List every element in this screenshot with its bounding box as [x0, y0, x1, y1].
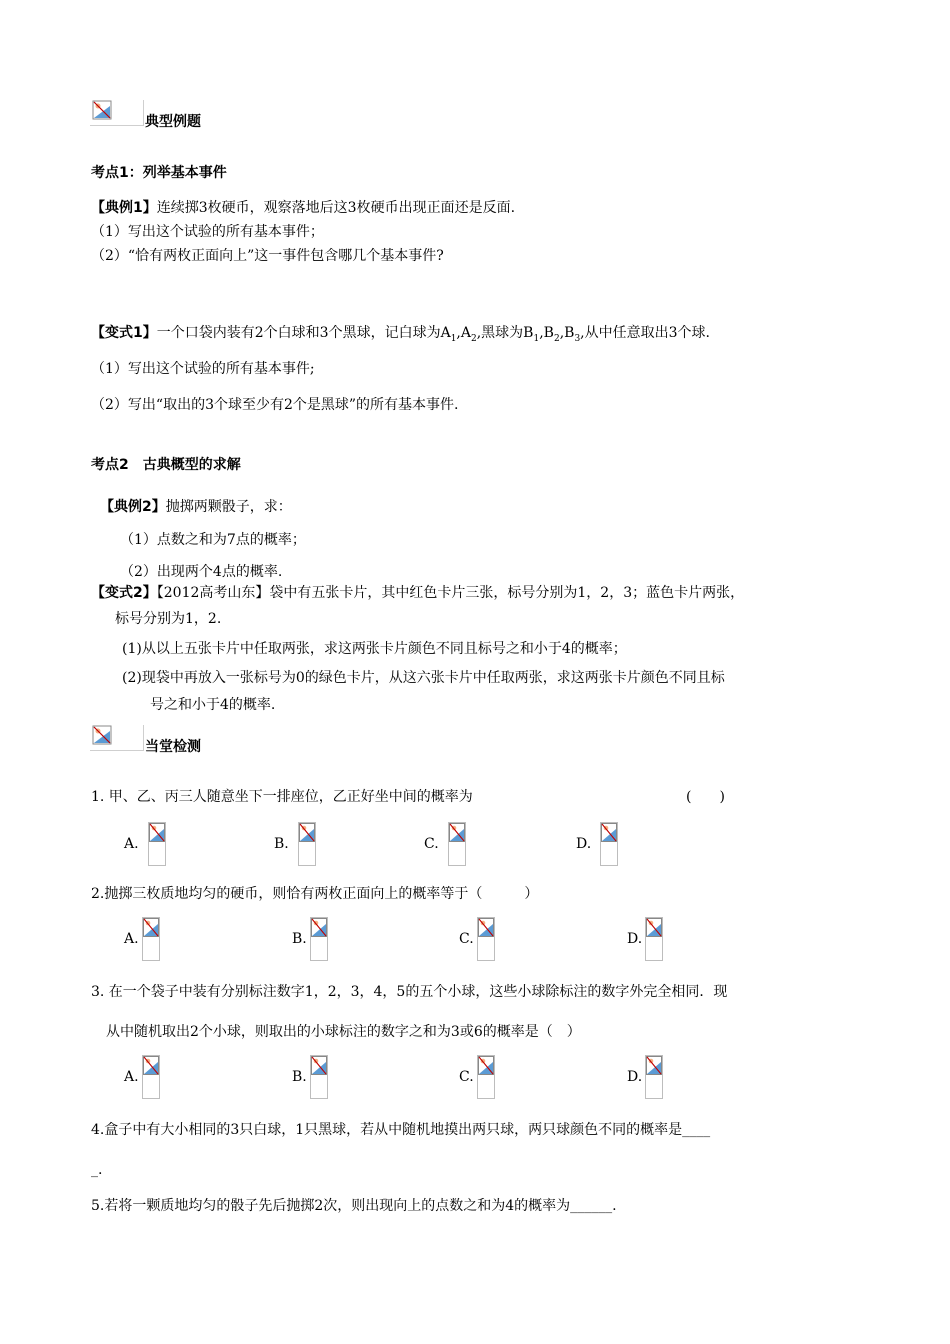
- variant-1-tag: 【变式1】: [91, 325, 157, 341]
- option-label: B.: [292, 1069, 307, 1085]
- example-1-q2: （2）“恰有两枚正面向上”这一事件包含哪几个基本事件?: [91, 248, 444, 264]
- broken-image-icon: [646, 918, 662, 938]
- broken-image-icon: [299, 823, 315, 843]
- question-3: 3. 在一个袋子中装有分别标注数字1，2，3，4，5的五个小球，这些小球除标注的数字外完全相同．现: [91, 984, 728, 1000]
- variant-1-text: ,黑球为B: [476, 325, 534, 341]
- option-label: D.: [627, 931, 643, 947]
- option-label: A.: [124, 836, 139, 852]
- subscript: 3: [574, 333, 581, 344]
- variant-2-q1: (1)从以上五张卡片中任取两张，求这两张卡片颜色不同且标号之和小于4的概率；: [122, 641, 627, 657]
- broken-image-icon: [92, 100, 112, 120]
- subscript: 1: [533, 333, 540, 344]
- example-1-text: 连续掷3枚硬币，观察落地后这3枚硬币出现正面还是反面.: [156, 200, 516, 216]
- broken-image-icon: [646, 1056, 662, 1076]
- question-2: 2.抛掷三枚质地均匀的硬币，则恰有两枚正面向上的概率等于（ ）: [91, 886, 539, 902]
- option-label: A.: [124, 1069, 139, 1085]
- subscript: 2: [553, 333, 560, 344]
- broken-image-icon: [143, 918, 159, 938]
- broken-image-icon: [449, 823, 465, 843]
- question-4: 4.盒子中有大小相同的3只白球，1只黑球，若从中随机地摸出两只球，两只球颜色不同的概率是____: [91, 1122, 711, 1138]
- option-label: C.: [424, 836, 439, 852]
- example-1-q1: （1）写出这个试验的所有基本事件；: [91, 224, 324, 240]
- variant-1: [91, 325, 710, 345]
- option-label: D.: [576, 836, 592, 852]
- option-image-placeholder: [448, 822, 466, 866]
- broken-image-icon: [311, 1056, 327, 1076]
- question-4-cont: _.: [91, 1162, 103, 1178]
- kaodian-1-title: 考点1：列举基本事件: [91, 165, 227, 181]
- broken-image-icon: [478, 918, 494, 938]
- question-3-cont: 从中随机取出2个小球，则取出的小球标注的数字之和为3或6的概率是（ ）: [106, 1024, 581, 1040]
- example-2-q2: （2）出现两个4点的概率.: [120, 564, 283, 580]
- variant-1-text: ,A: [456, 325, 471, 341]
- broken-image-icon: [601, 823, 617, 843]
- question-1: 1. 甲、乙、丙三人随意坐下一排座位，乙正好坐中间的概率为: [91, 789, 473, 805]
- example-2-tag: 【典例2】: [100, 499, 166, 515]
- option-image-placeholder: [477, 917, 495, 961]
- example-2: [100, 499, 292, 516]
- option-image-placeholder: [310, 917, 328, 961]
- option-label: B.: [292, 931, 307, 947]
- section-heading: 典型例题: [145, 114, 201, 130]
- variant-1-text: ,B: [539, 325, 554, 341]
- variant-2-text-cont: 标号分别为1，2.: [115, 611, 222, 627]
- question-5: 5.若将一颗质地均匀的骰子先后抛掷2次，则出现向上的点数之和为4的概率为______.: [91, 1198, 617, 1214]
- option-label: A.: [124, 931, 139, 947]
- option-image-placeholder: [645, 1055, 663, 1099]
- option-image-placeholder: [142, 1055, 160, 1099]
- question-1-answer-paren: ( ): [686, 789, 725, 805]
- variant-1-q1: （1）写出这个试验的所有基本事件;: [91, 361, 315, 377]
- example-1-tag: 【典例1】: [91, 200, 157, 216]
- broken-image-icon: [149, 823, 165, 843]
- kaodian-2-title: 考点2 古典概型的求解: [91, 457, 241, 473]
- example-1: [91, 200, 515, 217]
- variant-2-tag: 【变式2】: [91, 585, 157, 601]
- option-image-placeholder: [142, 917, 160, 961]
- broken-image-icon: [311, 918, 327, 938]
- variant-1-text: ,从中任意取出3个球.: [580, 325, 710, 341]
- subscript: 1: [450, 333, 457, 344]
- broken-image-icon: [92, 725, 112, 745]
- option-label: D.: [627, 1069, 643, 1085]
- option-image-placeholder: [645, 917, 663, 961]
- broken-image-icon: [143, 1056, 159, 1076]
- option-label: C.: [459, 1069, 474, 1085]
- example-2-text: 抛掷两颗骰子，求：: [165, 499, 292, 515]
- section-heading: 当堂检测: [145, 739, 201, 755]
- variant-2-q2: (2)现袋中再放入一张标号为0的绿色卡片，从这六张卡片中任取两张，求这两张卡片颜色不同且标: [122, 670, 725, 686]
- option-image-placeholder: [298, 822, 316, 866]
- variant-1-q2: （2）写出“取出的3个球至少有2个是黑球”的所有基本事件.: [91, 397, 459, 413]
- variant-2: [91, 585, 744, 602]
- variant-2-q2-cont: 号之和小于4的概率.: [150, 697, 276, 713]
- example-2-q1: （1）点数之和为7点的概率；: [120, 532, 306, 548]
- option-label: B.: [274, 836, 289, 852]
- section-image-placeholder: [90, 725, 144, 751]
- variant-1-text: 一个口袋内装有2个白球和3个黑球，记白球为A: [156, 325, 451, 341]
- section-image-placeholder: [90, 100, 144, 126]
- option-label: C.: [459, 931, 474, 947]
- subscript: 2: [470, 333, 477, 344]
- variant-2-text: 【2012高考山东】袋中有五张卡片，其中红色卡片三张，标号分别为1，2，3；蓝色卡片两张，: [156, 585, 745, 601]
- option-image-placeholder: [148, 822, 166, 866]
- variant-1-text: ,B: [559, 325, 575, 341]
- option-image-placeholder: [477, 1055, 495, 1099]
- option-image-placeholder: [310, 1055, 328, 1099]
- broken-image-icon: [478, 1056, 494, 1076]
- option-image-placeholder: [600, 822, 618, 866]
